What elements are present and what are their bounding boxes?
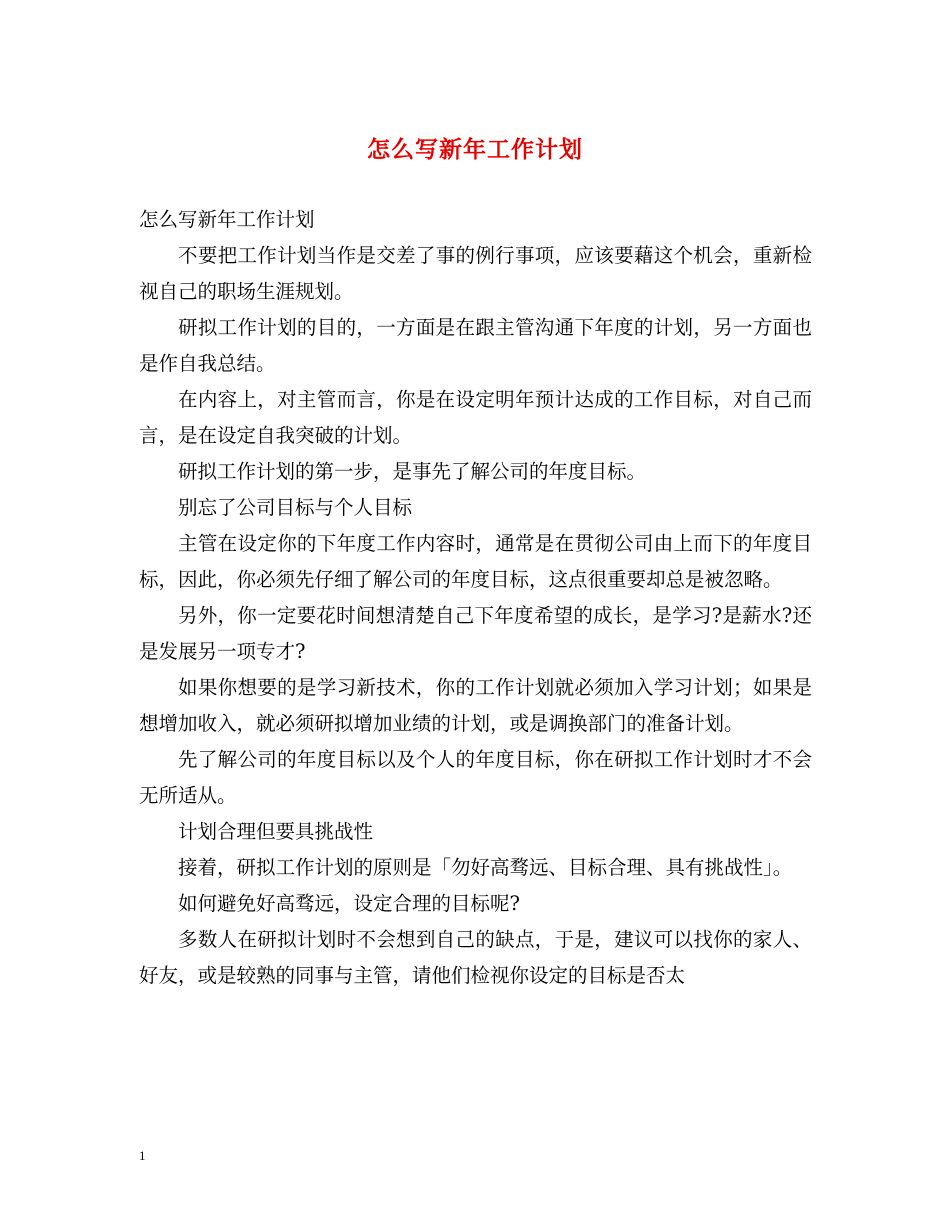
page-number: 1 <box>139 1148 146 1163</box>
section-heading: 计划合理但要具挑战性 <box>178 820 374 843</box>
paragraph: 另外，你一定要花时间想清楚自己下年度希望的成长，是学习?是薪水?还是发展另一项专才? <box>139 604 812 663</box>
paragraph: 如何避免好高骛远，设定合理的目标呢? <box>178 892 520 915</box>
paragraph: 研拟工作计划的目的，一方面是在跟主管沟通下年度的计划，另一方面也是作自我总结。 <box>139 316 812 375</box>
paragraph: 主管在设定你的下年度工作内容时，通常是在贯彻公司由上而下的年度目标，因此，你必须先仔细了解公司的年度目标，这点很重要却总是被忽略。 <box>139 532 812 591</box>
paragraph: 在内容上，对主管而言，你是在设定明年预计达成的工作目标，对自己而言，是在设定自我突破的计划。 <box>139 388 812 447</box>
paragraph: 先了解公司的年度目标以及个人的年度目标，你在研拟工作计划时才不会无所适从。 <box>139 748 812 807</box>
paragraph: 接着，研拟工作计划的原则是「勿好高骛远、目标合理、具有挑战性」。 <box>178 856 793 879</box>
paragraph: 怎么写新年工作计划 <box>139 208 315 231</box>
document-body <box>139 202 812 994</box>
section-heading: 别忘了公司目标与个人目标 <box>178 496 413 519</box>
paragraph: 如果你想要的是学习新技术，你的工作计划就必须加入学习计划；如果是想增加收入，就必须研拟增加业绩的计划，或是调换部门的准备计划。 <box>139 676 812 735</box>
document-title: 怎么写新年工作计划 <box>367 136 583 163</box>
paragraph: 研拟工作计划的第一步，是事先了解公司的年度目标。 <box>178 460 647 483</box>
paragraph: 多数人在研拟计划时不会想到自己的缺点，于是，建议可以找你的家人、好友，或是较熟的同事与主管，请他们检视你设定的目标是否太 <box>139 928 812 987</box>
paragraph: 不要把工作计划当作是交差了事的例行事项，应该要藉这个机会，重新检视自己的职场生涯规划。 <box>139 244 812 303</box>
